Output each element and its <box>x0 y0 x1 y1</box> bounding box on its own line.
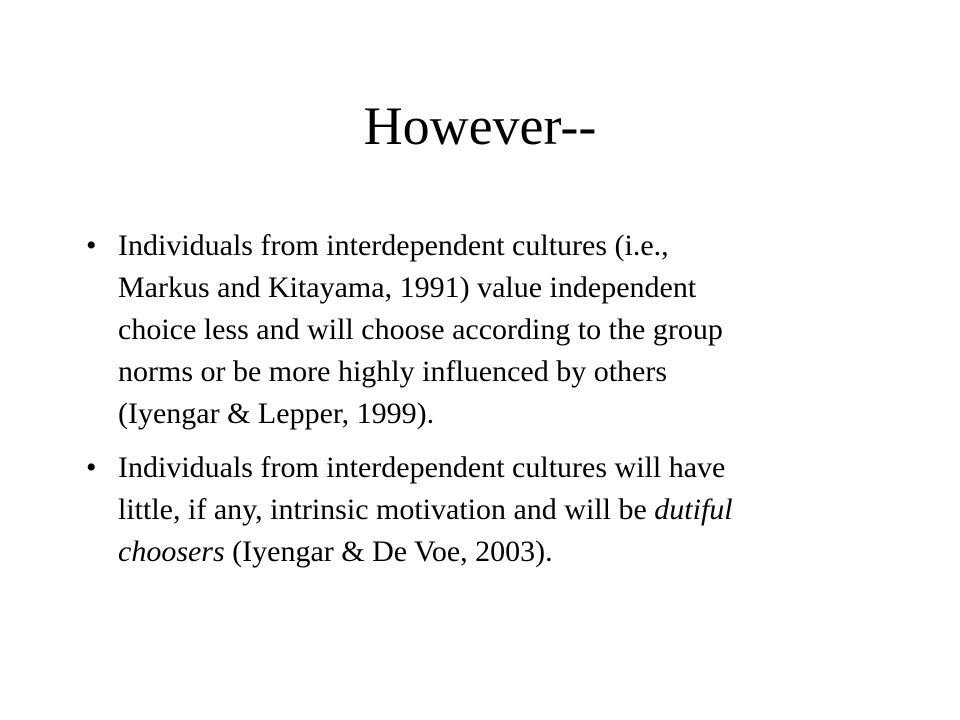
slide-title: However-- <box>363 96 597 156</box>
bullet-marker: • <box>86 229 97 262</box>
italic-term-choosers: choosers <box>118 535 225 568</box>
bullet-text <box>118 225 918 435</box>
bullet-1-line-3: choice less and will choose according to the group <box>118 313 723 346</box>
bullet-1-line-4: norms or be more highly influenced by others <box>118 355 668 388</box>
bullet-2-line-3 <box>118 531 918 573</box>
bullet-2-line-2 <box>118 489 918 531</box>
bullet-2-line-1 <box>118 447 918 489</box>
bullet-1-line-1: Individuals from interdependent cultures (i.e., <box>118 229 669 262</box>
bullet-1-line-2: Markus and Kitayama, 1991) value independent <box>118 271 697 304</box>
bullet-marker: • <box>86 451 97 484</box>
bullet-text <box>118 447 918 573</box>
bullet-2-line-1-text: Individuals from interdependent cultures will have <box>118 451 726 484</box>
italic-term-dutiful: dutiful <box>654 493 733 526</box>
bullet-1-line-5: (Iyengar & Lepper, 1999). <box>118 397 435 430</box>
bullet-2-line-2-text: little, if any, intrinsic motivation and will be <box>118 493 655 526</box>
bullet-2-line-3-text: (Iyengar & De Voe, 2003). <box>224 535 553 568</box>
